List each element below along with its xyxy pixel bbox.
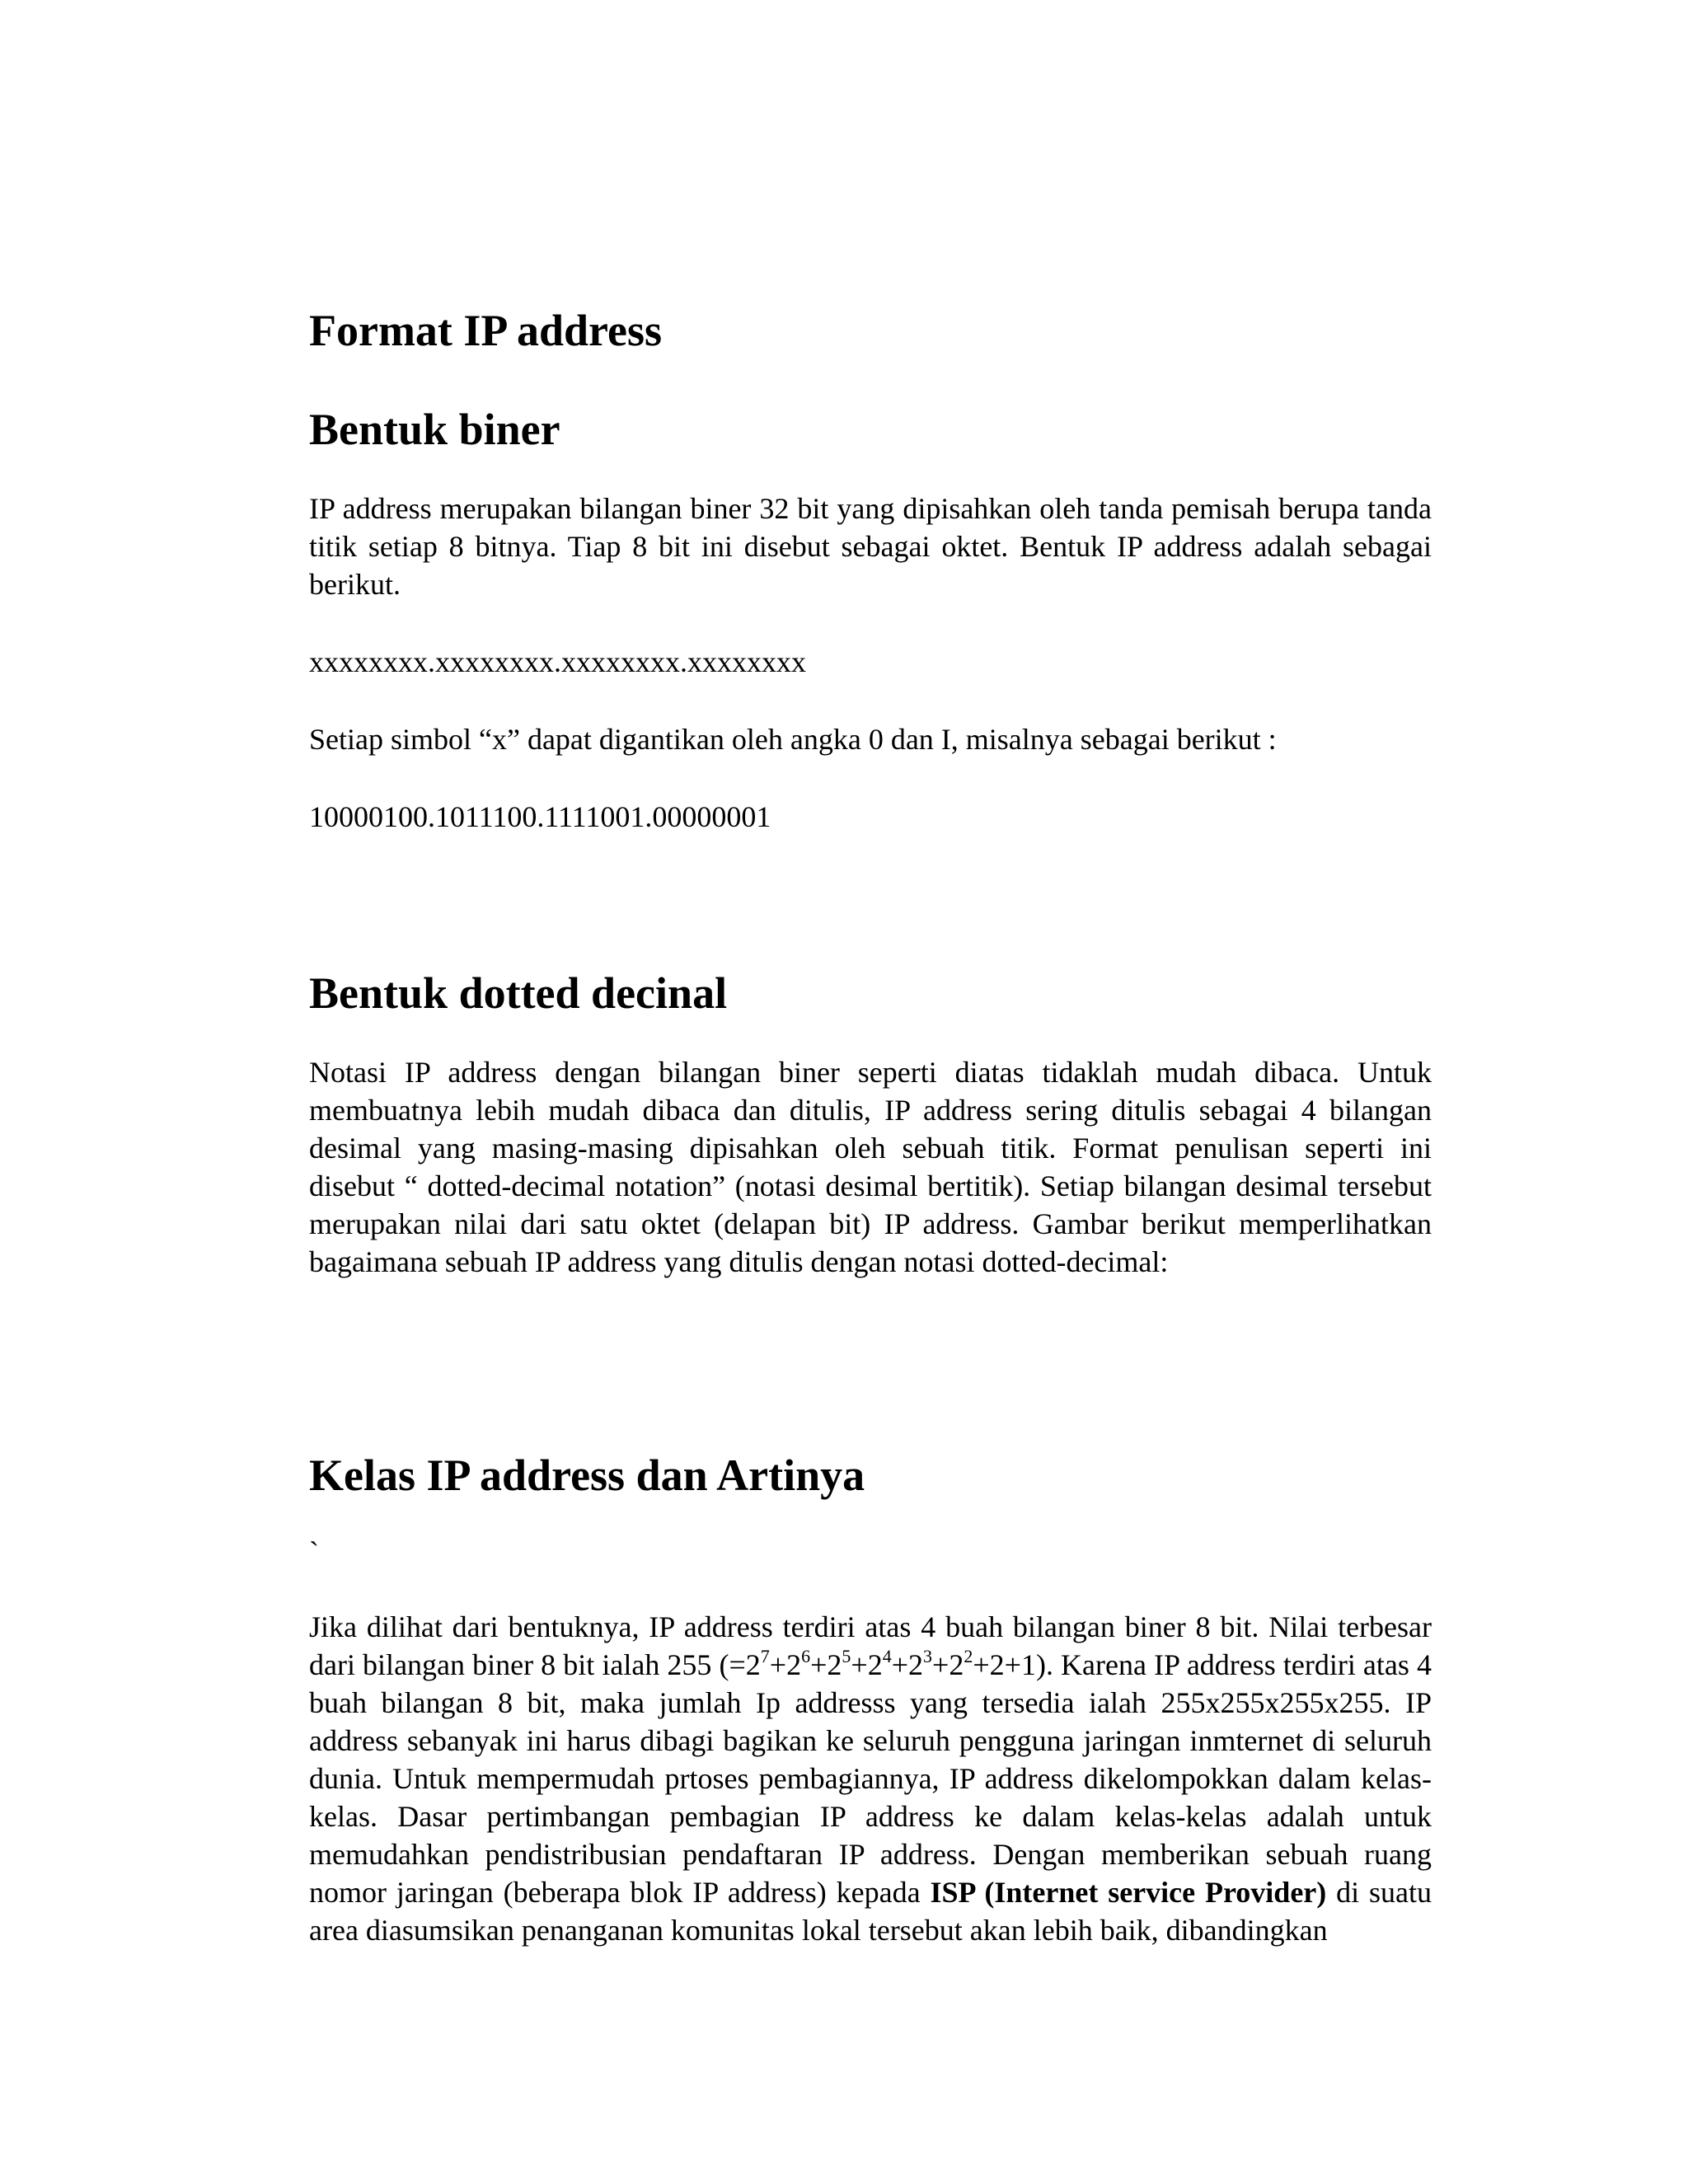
- kelas-text-part1: Jika dilihat dari bentuknya, IP address terdiri atas 4 buah bilangan biner 8 bit. Nilai terbesar dari bilangan biner 8 bit ialah 255 (=2: [309, 1610, 1432, 1682]
- binary-format-line: xxxxxxxx.xxxxxxxx.xxxxxxxx.xxxxxxxx: [309, 645, 806, 679]
- paragraph-dotted-decimal: Notasi IP address dengan bilangan biner seperti diatas tidaklah mudah dibaca. Untuk membuatnya lebih mudah dibaca dan ditulis, IP address sering ditulis sebagai 4 bilangan desimal yang masing-masing dipisahkan oleh sebuah titik. Format penulisan seperti ini disebut “ dotted-decimal notation” (notasi desimal bertitik). Setiap bilangan desimal tersebut merupakan nilai dari satu oktet (delapan bit) IP address. Gambar berikut memperlihatkan bagaimana sebuah IP address yang ditulis dengan notasi dotted-decimal:: [309, 1056, 1432, 1279]
- spacer: [309, 836, 1432, 968]
- kelas-text-plus: +2: [851, 1648, 883, 1682]
- stray-backtick-mark: `: [309, 1535, 319, 1569]
- spacer: [309, 1281, 1432, 1450]
- spacer: [309, 603, 1432, 643]
- heading-bentuk-biner: Bentuk biner: [309, 405, 560, 455]
- heading-dotted-decimal: Bentuk dotted decinal: [309, 968, 728, 1019]
- spacer: [309, 681, 1432, 720]
- heading-kelas-ip: Kelas IP address dan Artinya: [309, 1451, 865, 1501]
- exponent-4: 4: [882, 1646, 892, 1667]
- exponent-3: 3: [923, 1646, 933, 1667]
- exponent-5: 5: [842, 1646, 851, 1667]
- kelas-text-plus: +2: [932, 1648, 964, 1682]
- kelas-text-plus: +2: [891, 1648, 924, 1682]
- paragraph-example-intro: Setiap simbol “x” dapat digantikan oleh angka 0 dan I, misalnya sebagai berikut :: [309, 723, 1277, 757]
- spacer: [309, 1568, 1432, 1608]
- kelas-text-part2: +2+1). Karena IP address terdiri atas 4 buah bilangan 8 bit, maka jumlah Ip addresss yang tersedia ialah 255x255x255x255. IP address sebanyak ini harus dibagi bagikan ke seluruh pengguna jaringan inmternet di seluruh dunia. Untuk mempermudah prtoses pembagiannya, IP address dikelompokkan dalam kelas-kelas. Dasar pertimbangan pembagian IP address ke dalam kelas-kelas adalah untuk memudahkan pendistribusian pendaftaran IP address. Dengan memberikan sebuah ruang nomor jaringan (beberapa blok IP address) kepada: [309, 1648, 1432, 1910]
- spacer: [309, 758, 1432, 798]
- isp-bold-term: ISP (Internet service Provider): [930, 1876, 1327, 1910]
- document-body: [309, 305, 1432, 1949]
- exponent-2: 2: [964, 1646, 973, 1667]
- document-title: Format IP address: [309, 306, 662, 355]
- binary-example-line: 10000100.1011100.1111001.00000001: [309, 800, 771, 834]
- exponent-6: 6: [801, 1646, 811, 1667]
- exponent-7: 7: [760, 1646, 770, 1667]
- paragraph-kelas-ip: [309, 1608, 1432, 1949]
- kelas-text-plus: +2: [810, 1648, 842, 1682]
- kelas-text-part3: di suatu area diasumsikan penanganan komunitas lokal tersebut akan lebih baik, dibandingkan: [309, 1876, 1432, 1947]
- kelas-text-plus: +2: [769, 1648, 802, 1682]
- paragraph-biner-intro: IP address merupakan bilangan biner 32 bit yang dipisahkan oleh tanda pemisah berupa tanda titik setiap 8 bitnya. Tiap 8 bit ini disebut sebagai oktet. Bentuk IP address adalah sebagai berikut.: [309, 492, 1432, 602]
